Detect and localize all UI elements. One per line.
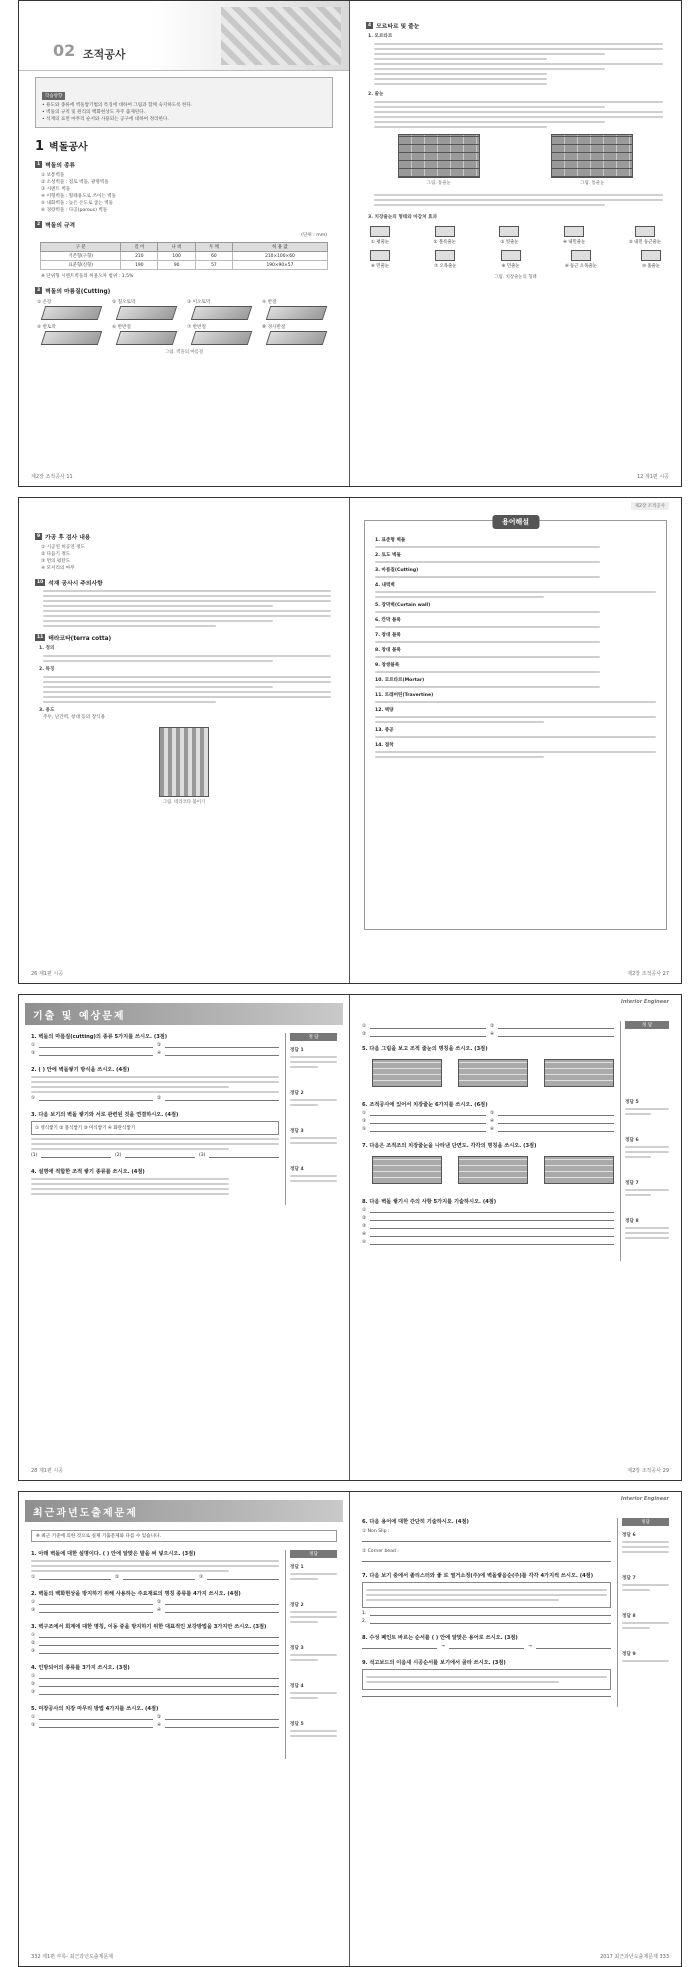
page-footer: 28 제1편 시공 <box>31 1468 64 1474</box>
subheading: 3 벽돌의 마름질(Cutting) <box>37 288 111 295</box>
brick-illustration <box>191 306 253 320</box>
answers-column: 정답 정답 6 정답 7 정답 8 정답 9 <box>617 1518 669 1707</box>
subheading: 4 모르타르 및 줄눈 <box>368 23 420 30</box>
glossary-title: 용어해설 <box>492 515 539 529</box>
chapter-title: 조적공사 <box>83 48 126 61</box>
question-item: 9. 석고보드의 이음새 시공순서를 보기에서 골라 쓰시오. (3점) <box>362 1659 611 1697</box>
brick-illustration <box>266 331 328 345</box>
question-item: 4. 설명에 적합한 조적 쌓기 종류를 쓰시오. (4점) <box>31 1168 279 1195</box>
paragraph-heading: 2. 줄눈 <box>368 92 384 97</box>
question-item: 7. 다음은 조적조의 치장줄눈을 나타낸 단면도. 각각의 명칭을 쓰시오. (3점) <box>362 1142 614 1188</box>
question-item: 3. 벽구조에서 회계에 대한 명칭, 이동 중을 방지하기 위한 대표적인 보강방법을 3가지만 쓰시오. (3점) ① ② ③ <box>31 1623 279 1654</box>
options-box: ① 영식쌓기 ② 불식쌓기 ③ 미식쌓기 ④ 화란식쌓기 <box>31 1121 279 1135</box>
table-unit: (단위 : mm) <box>301 233 327 238</box>
question-item: 5. 미장공사의 치장 마무리 방법 4가지를 쓰시오. (4점) ① ② ③ ④ <box>31 1705 279 1728</box>
section-number: 1 <box>35 139 45 154</box>
page-footer: 2017 최근과년도출제문제 333 <box>600 1954 669 1960</box>
brick-illustration <box>41 306 103 320</box>
brick-cutting-figure: ① 온장 ② 칠오토막 ③ 이오토막 ④ 반절 ⑤ 반토막 ⑥ 반반절 ⑦ 반반절 ⑧ 경사반절 <box>37 299 331 345</box>
spread-practice-questions <box>18 994 682 1481</box>
practice-banner: 기출 및 예상문제 <box>25 1003 343 1025</box>
brick-size-table: 구 분 길 이 나 비 두 께 허 용 값 기존형(구형) 210 100 60 210×100×60 표준형(신형) 190 90 57 190×90×57 <box>40 242 328 270</box>
page-29 <box>350 995 681 1480</box>
options-box <box>362 1582 611 1608</box>
page-11 <box>19 1 350 486</box>
list-item: ① 보통벽돌 <box>41 173 65 178</box>
list-item: ② 소성벽돌 : 점토 벽돌, 광명벽돌 <box>41 180 109 185</box>
list-item: ⑥ 경량벽돌 : 다공(porous) 벽돌 <box>41 208 108 213</box>
page-12 <box>350 1 681 486</box>
page-28 <box>19 995 350 1480</box>
question-item: 4. 인방되어의 종류를 3가지 쓰시오. (3점) ① ② ③ <box>31 1664 279 1695</box>
joint-types-row: ⑥ 민줄눈 ⑦ 오목줄눈 ⑧ 민줄눈 ⑨ 둥근 오목줄눈 ⑩ 홈줄눈 <box>370 250 661 269</box>
table-row: 기존형(구형) 210 100 60 210×100×60 <box>41 252 328 261</box>
terracotta-illustration <box>159 727 209 797</box>
question-item: 1. 아래 벽돌에 대한 설명이다. ( ) 안에 알맞은 말을 써 넣으시오. (3점) ① ② ③ <box>31 1550 279 1580</box>
figure-caption: 그림. 치장줄눈의 형태 <box>494 275 537 280</box>
subheading: 10 석재 공사시 주의사항 <box>37 580 103 587</box>
answers-column: 정 답 정답 1 정답 2 정답 3 정답 4 <box>285 1033 337 1205</box>
objectives-tag: 학습방향 <box>42 92 65 100</box>
brick-illustration <box>266 306 328 320</box>
joint-types-row: ① 평줄눈 ② 볼록줄눈 ③ 빗줄눈 ④ 내민줄눈 ⑤ 내민 둥근줄눈 <box>370 226 661 245</box>
options-box <box>362 1669 611 1690</box>
question-item: 1. 벽돌의 마름질(cutting)의 종류 5가지를 쓰시오. (3점) ① ② ③ ④ <box>31 1033 279 1056</box>
recent-exams-banner: 최근과년도출제문제 <box>25 1500 343 1522</box>
wall-illustration <box>398 134 480 178</box>
joint-wall-figures: 그림. 통줄눈 그림. 통줄눈 <box>362 134 669 188</box>
objective-line: • 석재의 표면 마무리 순서와 사용되는 공구에 대하여 정리한다. <box>42 117 169 122</box>
page-27 <box>350 498 681 983</box>
page-333 <box>350 1492 681 1966</box>
spread-masonry-intro <box>18 0 682 487</box>
subheading: 1 벽돌의 종류 <box>37 162 76 169</box>
question-item: 8. 수성 페인트 바르는 순서를 ( ) 안에 알맞은 용어로 쓰시오. (3점) → → <box>362 1634 611 1649</box>
running-header: 제2장 조적공사 <box>631 502 669 510</box>
questions-column <box>362 1518 611 1707</box>
page-footer: 제2장 조적공사 29 <box>627 1468 669 1474</box>
learning-objectives <box>35 77 333 128</box>
brick-illustration <box>41 331 103 345</box>
objective-line: • 용도와 종류에 벽돌쌓기법의 특징에 대하여 그림과 함께 숙지하도록 한다. <box>42 103 193 108</box>
subheading: 9 가공 후 검사 내용 <box>37 534 91 541</box>
questions-column: ① ② ③ ④ 5. 다음 그림을 보고 조적 줄눈의 명칭을 쓰시오. (3점) 6. 조적공사에 있어서 치장줄눈 6가지를 쓰시오. (6점) ① ② ③ ④ ⑤ ⑥ 7. 다음은 조적조의 치장줄눈을 나타낸 단면도. 각각의 명칭을 쓰시오. (3점) 8. 다음 벽돌 쌓기시 주의 사항 5가지를 기술하시오. (4점) ① ② ③ ④ ⑤ <box>362 1021 614 1261</box>
chapter-decoration-image <box>221 7 341 65</box>
brick-illustration <box>116 306 178 320</box>
questions-column <box>31 1550 279 1759</box>
table-note: ※ 단위형 시멘트벽돌의 허용오차 범위 : 1.5% <box>41 274 134 279</box>
objective-line: • 벽돌의 규칙 및 원리의 백화현상도 자주 출제된다. <box>42 110 146 115</box>
subheading: 11 테라코타(terra cotta) <box>37 635 112 642</box>
brand-tag: Interior Engineer <box>620 999 669 1005</box>
section-title-text: 벽돌공사 <box>49 142 88 153</box>
brick-illustration <box>116 331 178 345</box>
question-item: 8. 다음 벽돌 쌓기시 주의 사항 5가지를 기술하시오. (4점) ① ② ③ ④ ⑤ <box>362 1198 614 1245</box>
list-item: ④ 이형벽돌 : 형태용도로 쓰이는 벽돌 <box>41 194 117 199</box>
page-footer: 332 제1편 부록- 최근과년도출제문제 <box>31 1954 114 1960</box>
question-item: 6. 다음 용어에 대한 간단히 기술하시오. (4점) ① Non Slip : ② Corner bead : <box>362 1518 611 1562</box>
page-footer: 12 제1편 시공 <box>636 474 669 480</box>
wall-illustration <box>551 134 633 178</box>
answers-column: 정 답 정답 5 정답 6 정답 7 정답 8 <box>620 1021 669 1261</box>
chapter-number: 02 <box>53 41 76 60</box>
page-footer: 26 제1편 시공 <box>31 971 64 977</box>
recent-exams-note: ※ 최근 기준에 의한 것으로 실제 기출문제와 다를 수 있습니다. <box>31 1530 337 1542</box>
table-row: 표준형(신형) 190 90 57 190×90×57 <box>41 261 328 270</box>
spread-stone-glossary <box>18 497 682 984</box>
page-footer: 제2장 조적공사 11 <box>31 474 73 480</box>
question-item: 5. 다음 그림을 보고 조적 줄눈의 명칭을 쓰시오. (3점) <box>362 1045 614 1091</box>
answers-column: 정답 정답 1 정답 2 정답 3 정답 4 정답 5 <box>285 1550 337 1759</box>
question-item: 2. ( ) 안에 벽돌쌓기 방식을 쓰시오. (4점) ① ② <box>31 1066 279 1101</box>
subheading: 2 벽돌의 규격 <box>37 222 76 229</box>
section-title <box>35 138 337 154</box>
page-26: 9 가공 후 검사 내용 ① 시공연 허공연 정도 ② 다듬기 정도 ③ 면의 평탄도 ④ 모서리의 마무 10 석재 공사시 주의사항 11 테라코타(terra cotta) 1. 정의 2. 특징 3. 용도 주두, 난간벽, 창대 등의 장식용 그림. 테라코타 붙이기 26 제1편 시공 <box>19 498 350 983</box>
brand-tag: Interior Engineer <box>620 1496 669 1502</box>
figure-caption: 그림. 테라코타 붙이기 <box>162 800 206 805</box>
paragraph-heading: 3. 치장줄눈의 형태와 마감처 효과 <box>368 215 438 220</box>
question-item: 3. 다음 보기의 벽돌 쌓기와 서로 관련된 것을 연결하시오. (4점) ① 영식쌓기 ② 불식쌓기 ③ 미식쌓기 ④ 화란식쌓기 (1) (2) (3) <box>31 1111 279 1158</box>
brick-illustration <box>191 331 253 345</box>
list-item: ⑤ 내화벽돌 : 높은 온도로 굽는 벽돌 <box>41 201 114 206</box>
paragraph-heading: 1. 모르타르 <box>368 34 393 39</box>
questions-column <box>31 1033 279 1205</box>
list-item: ③ 시멘트 벽돌 <box>41 187 71 192</box>
page-footer: 제2장 조적공사 27 <box>627 971 669 977</box>
question-item: 7. 다음 보기 중에서 졸리스터와 좋 로 열거소정(주)에 벽돌쌓음순(주)를 각각 4가지씩 쓰시오. (4점) 1. 2. <box>362 1572 611 1624</box>
glossary-box: 용어해설 1. 표준형 벽돌 2. 토도 벽돌 3. 마름질(Cutting) 4. 내력벽 5. 장막벽(Curtain wall) 6. 칸막 블록 7. 창대 블록 8. 창대 블록 9. 창쌍블록 10. 모르타르(Mortar) 11. 트래버틴(Travertine) 12. 벽량 13. 중공 14. 접착 <box>364 520 667 930</box>
figure-caption: 그림. 벽돌의 마름질 <box>164 350 204 355</box>
page-332 <box>19 1492 350 1966</box>
spread-recent-exams <box>18 1491 682 1967</box>
question-item: 2. 벽돌의 백화현상을 방지하기 위해 사용하는 주요재료의 명칭 종류를 4가지 쓰시오. (4점) ① ② ③ ④ <box>31 1590 279 1613</box>
question-item: 6. 조적공사에 있어서 치장줄눈 6가지를 쓰시오. (6점) ① ② ③ ④ ⑤ ⑥ <box>362 1101 614 1132</box>
chapter-banner <box>19 1 349 71</box>
